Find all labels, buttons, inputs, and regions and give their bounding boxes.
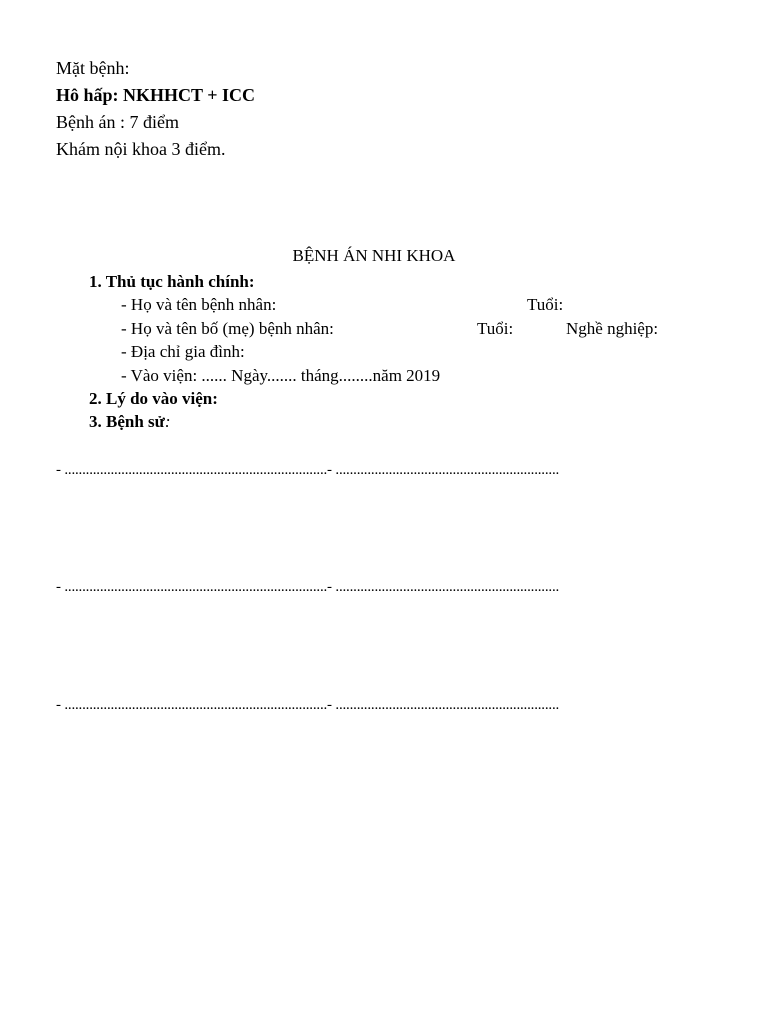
parent-name-field: - Họ và tên bố (mẹ) bệnh nhân: [121,319,334,338]
form-title: BỆNH ÁN NHI KHOA [292,246,456,265]
parent-job-field: Nghề nghiệp: [566,319,659,338]
ho-hap-heading: Hô hấp: NKHHCT + ICC [56,85,255,105]
kham-points: Khám nội khoa 3 điểm. [56,139,226,159]
section-3-label: 3. Bệnh sử [89,412,165,431]
section-3-heading [89,412,171,432]
admission-date-field: - Vào viện: ...... Ngày....... tháng........năm 2019 [121,366,441,385]
dotted-line-3: - ..........................................................................- ............................................................... [56,697,560,713]
section-1-heading: 1. Thủ tục hành chính: [89,272,255,291]
address-field: - Địa chỉ gia đình: [121,342,245,361]
mat-benh-label: Mặt bệnh: [56,58,130,78]
patient-age-field: Tuổi: [527,295,564,314]
section-2-heading: 2. Lý do vào viện: [89,389,218,408]
patient-name-field: - Họ và tên bệnh nhân: [121,295,277,314]
benh-an-points: Bệnh án : 7 điểm [56,112,179,132]
parent-age-field: Tuổi: [477,319,514,338]
section-3-colon: : [164,412,171,431]
dotted-line-2: - ..........................................................................- ............................................................... [56,579,560,595]
dotted-line-1: - ..........................................................................- ............................................................... [56,462,560,478]
